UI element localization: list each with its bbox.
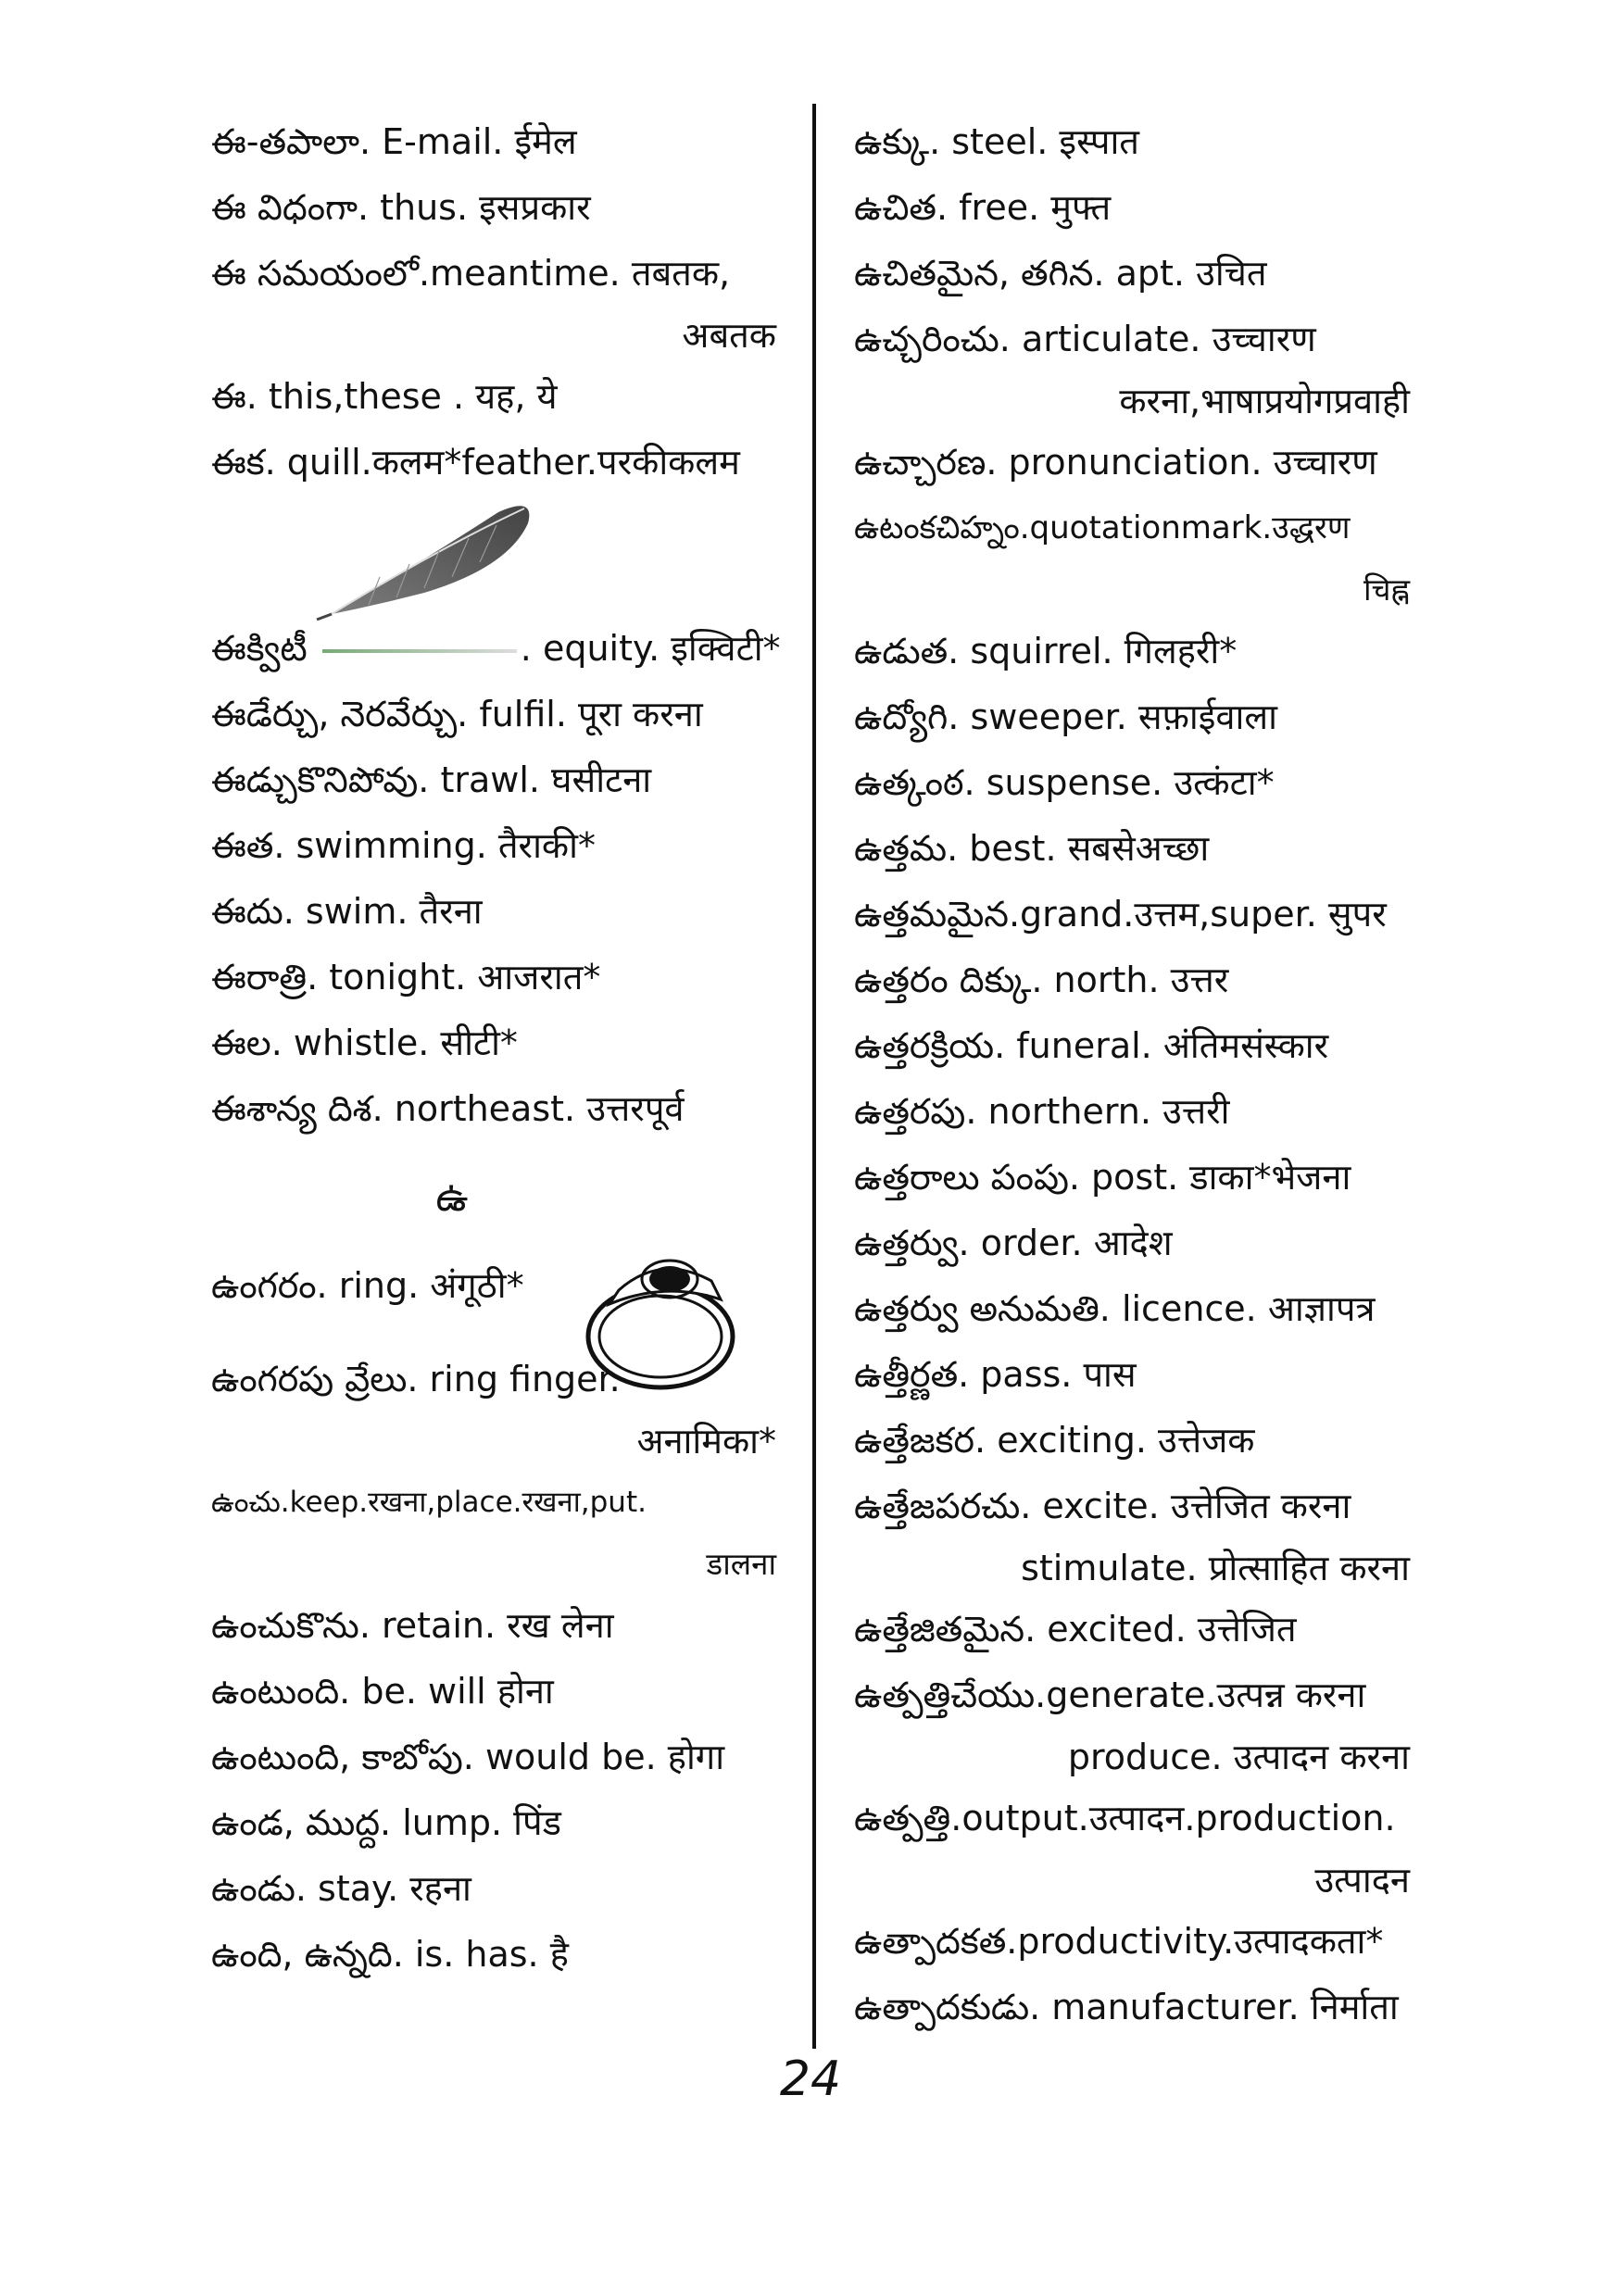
page-number: 24 xyxy=(779,2051,842,2107)
dictionary-entry: ఉంటుంది. be. will होना xyxy=(211,1671,554,1712)
dictionary-entry: ఈ సమయంలో.meantime. तबतक, xyxy=(211,253,731,294)
dictionary-entry: ఉంటుంది, కాబోపు. would be. होगा xyxy=(211,1737,725,1777)
dictionary-entry: ఉత్తమమైన.grand.उत्तम,super. सुपर xyxy=(854,894,1387,935)
dictionary-entry: ఈరాత్రి. tonight. आजरात* xyxy=(211,957,601,997)
dictionary-entry: ఉంగరం. ring. अंगूठी* xyxy=(211,1265,524,1306)
entry-continuation: डालना xyxy=(706,1546,776,1582)
dictionary-entry: ఉంగరపు వ్రేలు. ring finger. xyxy=(211,1359,621,1399)
dictionary-entry: ఈదు. swim. तैरना xyxy=(211,891,483,932)
dictionary-entry: ఉండు. stay. रहना xyxy=(211,1868,471,1909)
left-column xyxy=(211,109,781,1988)
dictionary-entry: ఉద్యోగి. sweeper. सफ़ाईवाला xyxy=(854,696,1277,737)
feather-illustration xyxy=(313,496,554,621)
dictionary-entry: ఉత్పాదకుడు. manufacturer. निर्माता xyxy=(854,1987,1399,2027)
dictionary-entry: ఉత్పత్తిచేయు.generate.उत्पन्न करना xyxy=(854,1675,1366,1715)
dictionary-entry: ఈడేర్చు, నెరవేర్చు. fulfil. पूरा करना xyxy=(211,694,703,734)
dictionary-entry: ఉత్కంఠ. suspense. उत्कंटा* xyxy=(854,762,1275,803)
dictionary-entry: ఉటంకచిహ్నం.quotationmark.उद्धरण xyxy=(854,509,1351,546)
section-heading: ఉ xyxy=(435,1173,469,1221)
entry-continuation: stimulate. प्रोत्साहित करना xyxy=(1021,1548,1410,1588)
dictionary-entry: ఉంచు.keep.रखना,place.रखना,put. xyxy=(211,1486,647,1519)
dictionary-entry: ఉత్పత్తి.output.उत्पादन.production. xyxy=(854,1798,1396,1838)
dictionary-entry: ఈ-తపాలా. E-mail. ईमेल xyxy=(211,121,577,162)
entry-continuation: चिह्न xyxy=(1363,571,1410,608)
ring-entry-row xyxy=(211,1253,776,1319)
dictionary-entry: ఉచితమైన, తగిన. apt. उचित xyxy=(854,253,1267,294)
dictionary-entry: ఈ విధంగా. thus. इसप्रकार xyxy=(211,187,591,228)
dictionary-entry: ఉత్తేజకర. exciting. उत्तेजक xyxy=(854,1420,1255,1461)
right-column xyxy=(854,109,1410,2040)
dictionary-entry: ఉత్తమ. best. सबसेअच्छा xyxy=(854,828,1210,869)
dictionary-entry: ఉత్తర్వు అనుమతి. licence. आज्ञापत्र xyxy=(854,1288,1376,1329)
entry-headword: ఈక్విటీ xyxy=(211,628,308,669)
entry-continuation: अनामिका* xyxy=(636,1421,776,1462)
equity-line-decoration xyxy=(322,649,517,653)
entry-continuation: produce. उत्पादन करना xyxy=(1067,1737,1410,1777)
dictionary-entry: ఉచిత. free. मुफ्त xyxy=(854,187,1112,228)
dictionary-entry: ఈ. this,these . यह, ये xyxy=(211,376,558,417)
entry-continuation: अबतक xyxy=(682,315,776,356)
entry-gloss: . equity. इक्विटी* xyxy=(520,628,781,669)
dictionary-entry: ఉచ్చరించు. articulate. उच्चारण xyxy=(854,319,1316,359)
dictionary-entry: ఉత్తరక్రియ. funeral. अंतिमसंस्कार xyxy=(854,1025,1329,1066)
ring-illustration xyxy=(582,1253,739,1392)
dictionary-entry: ఈక. quill.कलम*feather.परकीकलम xyxy=(211,442,740,483)
feather-illustration-row xyxy=(211,496,776,616)
dictionary-entry: ఉక్కు. steel. इस्पात xyxy=(854,121,1139,162)
dictionary-entry: ఈత. swimming. तैराकी* xyxy=(211,825,596,866)
dictionary-entry xyxy=(211,616,781,682)
dictionary-entry: ఉడుత. squirrel. गिलहरी* xyxy=(854,631,1238,671)
dictionary-entry: ఉత్పాదకత.productivity.उत्पादकता* xyxy=(854,1921,1384,1962)
dictionary-entry: ఉత్తరాలు పంపు. post. डाका*भेजना xyxy=(854,1157,1351,1198)
dictionary-entry: ఈడ్చుకొనిపోవు. trawl. घसीटना xyxy=(211,759,652,800)
dictionary-entry: ఉత్తీర్ణత. pass. पास xyxy=(854,1354,1137,1395)
column-divider xyxy=(812,104,816,2049)
dictionary-entry: ఉత్తరం దిక్కు. north. उत्तर xyxy=(854,960,1229,1000)
dictionary-entry: ఉత్తర్వు. order. आदेश xyxy=(854,1223,1173,1263)
entry-continuation: उत्पादन xyxy=(1314,1860,1410,1901)
dictionary-entry: ఈల. whistle. सीटी* xyxy=(211,1023,518,1063)
dictionary-entry: ఉచ్చారణ. pronunciation. उच्चारण xyxy=(854,442,1377,483)
dictionary-entry: ఉంచుకొను. retain. रख लेना xyxy=(211,1605,614,1646)
entry-continuation: करना,भाषाप्रयोगप्रवाही xyxy=(1119,381,1410,421)
dictionary-entry: ఉత్తరపు. northern. उत्तरी xyxy=(854,1091,1230,1132)
dictionary-entry: ఉత్తేజపరచు. excite. उत्तेजित करना xyxy=(854,1486,1351,1526)
dictionary-entry: ఉంది, ఉన్నది. is. has. है xyxy=(211,1934,569,1975)
dictionary-entry: ఈశాన్య దిశ. northeast. उत्तरपूर्व xyxy=(211,1088,685,1129)
dictionary-entry: ఉండ, ముద్ద. lump. पिंड xyxy=(211,1802,561,1843)
dictionary-entry: ఉత్తేజితమైన. excited. उत्तेजित xyxy=(854,1609,1297,1650)
